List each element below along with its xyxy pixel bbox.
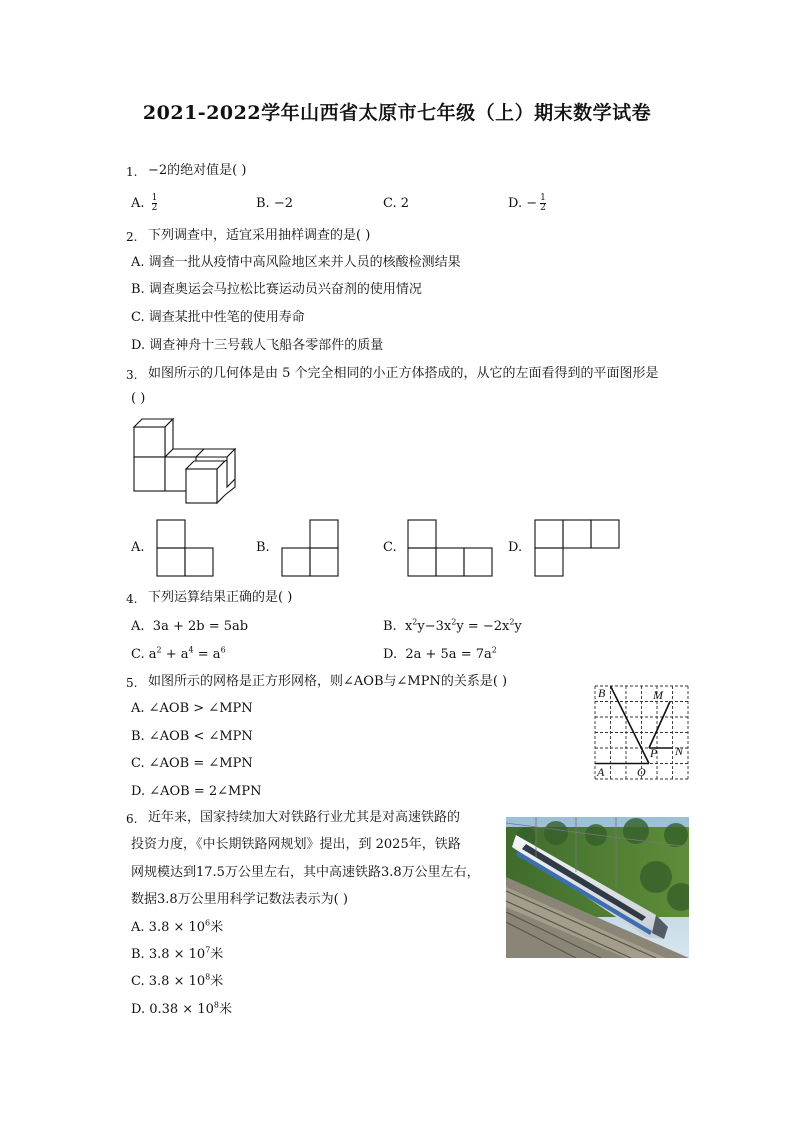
option-b: B. $3.8 \times 10^7$米 [131,945,224,962]
point-b-label: B [598,686,606,700]
option-b: B. 调查奥运会马拉松比赛运动员兴奋剂的使用情况 [131,282,422,297]
option-c: C. $3.8 \times 10^8$米 [131,972,224,989]
cube-solid-figure [128,415,244,507]
option-c-shape [407,519,495,579]
option-b-shape [281,519,341,579]
high-speed-train-photo [506,817,689,958]
option-d: D. ∠AOB = 2∠MPN [131,784,262,799]
question-stem-line-4: 数据3.8万公里用科学记数法表示为( ) [131,892,348,907]
question-stem-line-1: 近年来，国家持续加大对铁路行业尤其是对高速铁路的 [148,810,461,825]
question-stem-continued: ( ) [131,391,146,406]
option-b: B. $x^2y-3x^2y = -2x^2y$ [383,617,522,634]
question-number: 5. [126,676,138,690]
option-a-label: A. [131,540,145,555]
option-c: C. 2 [383,196,410,211]
option-a: A. $3.8 \times 10^6$米 [131,918,224,935]
point-a-label: A [597,765,605,779]
question-number: 6. [126,812,138,826]
option-a: A. ∠AOB > ∠MPN [131,701,253,716]
question-number: 1. [126,165,138,179]
option-a: A. 3a + 2b = 5ab [131,619,249,634]
option-d: D. $2a + 5a = 7a^2$ [383,645,497,662]
question-stem-line-3: 网规模达到17.5万公里左右，其中高速铁路3.8万公里左右， [131,865,480,880]
option-c: C. 调查某批中性笔的使用寿命 [131,310,305,325]
question-stem: 下列运算结果正确的是( ) [148,590,293,605]
page-title: 2021-2022学年山西省太原市七年级（上）期末数学试卷 [142,102,652,124]
point-o-label: O [637,765,646,779]
question-stem: −2的绝对值是( ) [148,163,247,178]
option-a-shape [156,519,216,579]
option-d: D. − $\frac{1}{2}$ [508,193,546,213]
question-stem: 如图所示的几何体是由 5 个完全相同的小正方体搭成的，从它的左面看得到的平面图形是 [148,366,659,381]
option-a: A. 调查一批从疫情中高风险地区来并人员的核酸检测结果 [131,255,461,270]
option-b-label: B. [256,540,270,555]
question-stem: 如图所示的网格是正方形网格，则∠AOB与∠MPN的关系是( ) [148,674,508,689]
option-a: A. $\frac{1}{2}$ [131,193,158,213]
question-stem-line-2: 投资力度，《中长期铁路网规划》提出，到 2025年，铁路 [131,837,461,852]
option-d: D. 调查神舟十三号载人飞船各零部件的质量 [131,338,384,353]
point-p-label: P [650,746,658,760]
angle-grid-figure [592,683,690,781]
option-d-shape [534,519,622,579]
question-number: 3. [126,368,138,382]
question-number: 4. [126,592,138,606]
option-c-label: C. [383,540,397,555]
question-number: 2. [126,230,138,244]
question-stem: 下列调查中，适宜采用抽样调查的是( ) [148,228,371,243]
fraction: $\frac{1}{2}$ [540,193,546,213]
option-b: B. ∠AOB < ∠MPN [131,729,253,744]
option-d-label: D. [508,540,523,555]
option-c: C. ∠AOB = ∠MPN [131,756,253,771]
point-m-label: M [653,688,663,702]
option-b: B. −2 [256,196,293,211]
option-c: C. $a^2 + a^4 = a^6$ [131,645,226,662]
option-d: D. $0.38 \times 10^8$米 [131,1000,232,1017]
fraction: $\frac{1}{2}$ [151,193,158,213]
point-n-label: N [675,744,684,758]
